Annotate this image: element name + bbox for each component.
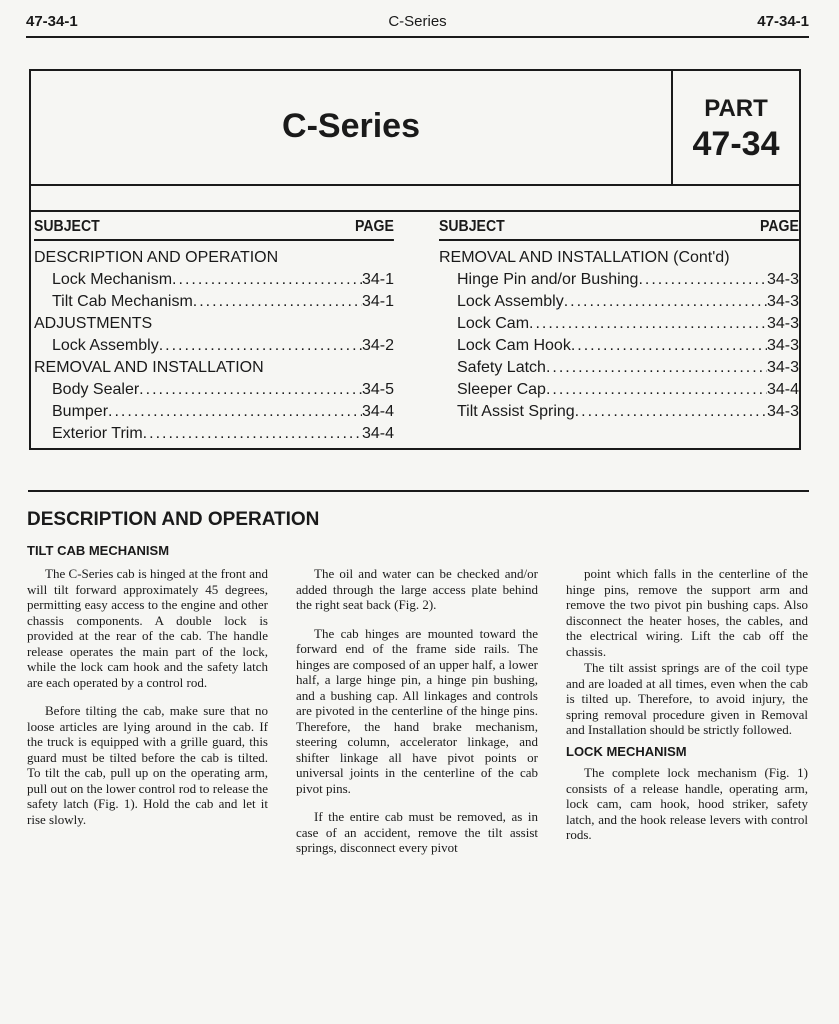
title-box <box>29 69 801 450</box>
toc-page-number: 34-5 <box>361 381 394 398</box>
part-number: 47-34 <box>692 125 780 163</box>
toc-entry-title: Sleeper Cap <box>457 381 546 398</box>
section-divider <box>28 490 809 492</box>
toc-page-number: 34-3 <box>766 359 799 376</box>
toc-entry <box>34 291 394 313</box>
toc-section-heading <box>34 247 394 269</box>
toc-page-number: 34-3 <box>766 315 799 332</box>
header-title: C-Series <box>388 13 447 30</box>
toc-left-column <box>34 216 394 445</box>
title-strip <box>31 186 799 212</box>
toc-entry-title: Tilt Assist Spring <box>457 403 575 420</box>
toc-leader-dots <box>546 379 767 401</box>
toc-subject-label: SUBJECT <box>439 218 505 235</box>
part-cell <box>673 71 799 186</box>
toc-section-heading <box>34 357 394 379</box>
toc-entry-title: DESCRIPTION AND OPERATION <box>34 249 279 266</box>
paragraph: The C-Series cab is hinged at the front and will tilt forward approximately 45 degrees, permitting easy access to the engine and other chassis components. A double lock is provided at the rear of the cab. The handle release operates the main part of the lock, while the lock cam hook and the safety latch are each operated by a control rod. <box>27 566 268 690</box>
title-cell <box>31 71 673 186</box>
paragraph: The tilt assist springs are of the coil type and are loaded at all times, even when the cab is tilted up. Therefore, to avoid injury, the spring removal procedure given in Removal and Installation should be strictly followed. <box>566 660 808 737</box>
toc-page-number: 34-2 <box>361 337 394 354</box>
toc-page-number: 34-1 <box>361 271 394 288</box>
toc-entry-title: Lock Mechanism <box>52 271 173 288</box>
toc-leader-dots <box>159 335 362 357</box>
toc-entry-title: Lock Assembly <box>457 293 564 310</box>
toc-entry-title: ADJUSTMENTS <box>34 315 153 332</box>
running-header <box>26 10 809 38</box>
toc-page-number: 34-3 <box>766 271 799 288</box>
toc-entry <box>34 379 394 401</box>
toc-leader-dots <box>143 423 362 445</box>
toc-entry-title: Exterior Trim <box>52 425 143 442</box>
toc-page-label: PAGE <box>355 218 394 235</box>
text-column-3 <box>566 566 808 844</box>
toc-leader-dots <box>172 269 362 291</box>
paragraph: Before tilting the cab, make sure that no loose articles are lying around in the cab. If the truck is equipped with a grille guard, this guard must be tilted before the cab is tilted. To tilt the cab, pull up on the operating arm, pull out on the lower control rod to release the safety latch (Fig. 1). Hold the cab and let it rise slowly. <box>27 703 268 827</box>
toc-entry <box>439 379 799 401</box>
toc-entry-title: Hinge Pin and/or Bushing <box>457 271 639 288</box>
page-title: C-Series <box>282 107 420 145</box>
toc-entry-title: REMOVAL AND INSTALLATION (Cont'd) <box>439 249 730 266</box>
toc-page-number: 34-3 <box>766 403 799 420</box>
toc-section-heading <box>34 313 394 335</box>
toc-header <box>439 216 799 241</box>
toc-leader-dots <box>575 401 767 423</box>
toc-page-number: 34-4 <box>361 425 394 442</box>
paragraph: The oil and water can be checked and/or added through the large access plate behind the right seat back (Fig. 2). <box>296 566 538 612</box>
toc-leader-dots <box>571 335 767 357</box>
toc-entry-title: Safety Latch <box>457 359 546 376</box>
header-page-right: 47-34-1 <box>757 13 809 30</box>
toc-leader-dots <box>193 291 362 313</box>
toc-page-number: 34-3 <box>766 293 799 310</box>
toc-entry <box>34 335 394 357</box>
toc-leader-dots <box>139 379 362 401</box>
toc-entry <box>34 423 394 445</box>
toc-section-heading <box>439 247 799 269</box>
toc-entry <box>439 401 799 423</box>
paragraph: The complete lock mechanism (Fig. 1) consists of a release handle, operating arm, lock cam, cam hook, hood striker, safety latch, and the hook release levers with control rods. <box>566 765 808 842</box>
toc-entry <box>439 357 799 379</box>
toc-page-number: 34-4 <box>361 403 394 420</box>
paragraph: point which falls in the centerline of the hinge pins, remove the support arm and remove the two pivot pin bushing caps. Also disconnect the heater hoses, the cables, and the electrical wiring. Lift the cab off the chassis. <box>566 566 808 659</box>
toc-subject-label: SUBJECT <box>34 218 100 235</box>
toc-page-label: PAGE <box>760 218 799 235</box>
paragraph: The cab hinges are mounted toward the forward end of the frame side rails. The hinges are composed of an upper half, a lower half, a large hinge pin, a hinge pin bushing, and a bushing cap. All linkages and controls are pivoted in the centerline of the hinge pins. Therefore, the hand brake mechanism, steering column, accelerator linkage, and shifter linkage all have pivot points or universal joints in the centerline of the cab pivot pins. <box>296 625 538 796</box>
toc-entry-title: Lock Cam Hook <box>457 337 571 354</box>
toc-entry <box>439 313 799 335</box>
tilt-cab-heading: TILT CAB MECHANISM <box>27 543 170 558</box>
toc-entry-title: REMOVAL AND INSTALLATION <box>34 359 264 376</box>
toc-page-number: 34-1 <box>361 293 394 310</box>
toc-leader-dots <box>529 313 767 335</box>
header-page-left: 47-34-1 <box>26 13 78 30</box>
part-label: PART <box>704 95 768 122</box>
text-column-2 <box>296 566 538 869</box>
toc-entry <box>34 269 394 291</box>
paragraph: If the entire cab must be removed, as in case of an accident, remove the tilt assist springs, disconnect every pivot <box>296 809 538 855</box>
toc-leader-dots <box>564 291 767 313</box>
toc-leader-dots <box>638 269 767 291</box>
toc-entry <box>34 401 394 423</box>
lock-mechanism-heading: LOCK MECHANISM <box>566 743 687 759</box>
toc-entry <box>439 335 799 357</box>
text-column-1 <box>27 566 268 840</box>
toc-page-number: 34-3 <box>766 337 799 354</box>
toc-entry-title: Tilt Cab Mechanism <box>52 293 193 310</box>
toc-entry-title: Lock Assembly <box>52 337 159 354</box>
toc-entry <box>439 269 799 291</box>
toc-entry <box>439 291 799 313</box>
toc-leader-dots <box>108 401 362 423</box>
section-title: DESCRIPTION AND OPERATION <box>27 509 320 530</box>
toc-right-column <box>439 216 799 423</box>
toc-header <box>34 216 394 241</box>
toc-entry-title: Lock Cam <box>457 315 530 332</box>
toc-leader-dots <box>546 357 767 379</box>
toc-page-number: 34-4 <box>766 381 799 398</box>
toc-entry-title: Body Sealer <box>52 381 140 398</box>
toc-entry-title: Bumper <box>52 403 109 420</box>
